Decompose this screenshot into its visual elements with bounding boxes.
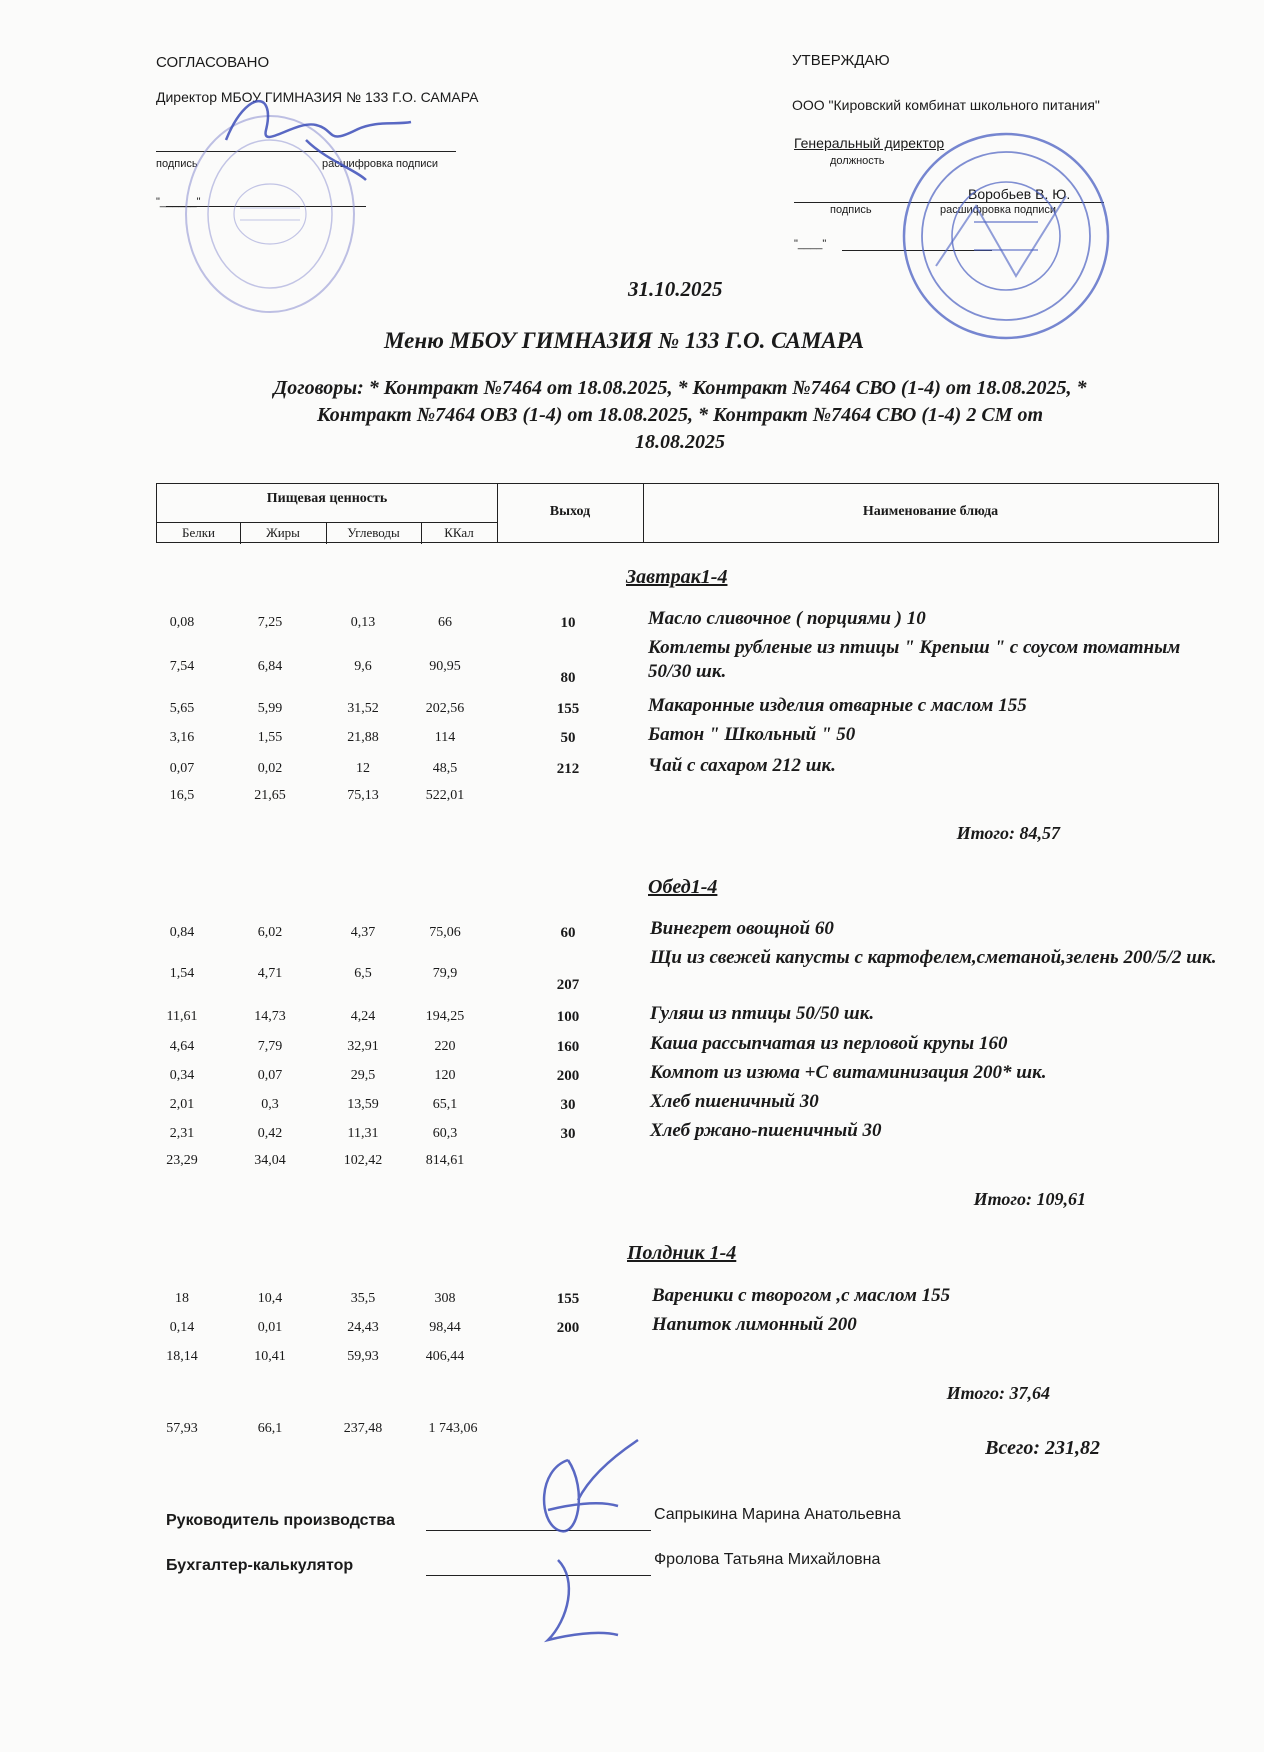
cell-carbs: 13,59 <box>347 1097 379 1112</box>
cell-carbs: 21,88 <box>347 730 379 745</box>
cell-carbs: 32,91 <box>347 1039 379 1054</box>
cell-protein: 16,5 <box>169 788 195 803</box>
grand-total: Всего: 231,82 <box>985 1437 1100 1459</box>
head-production-label: Руководитель производства <box>166 1512 395 1529</box>
cell-fat: 6,84 <box>257 659 283 674</box>
cell-protein: 3,16 <box>169 730 195 745</box>
cell-fat: 6,02 <box>257 925 283 940</box>
approver-name: Воробьев В. Ю. <box>968 186 1071 202</box>
company-stamp-icon <box>896 126 1116 346</box>
cell-protein: 0,34 <box>169 1068 195 1083</box>
cell-kcal: 114 <box>434 730 456 745</box>
cell-carbs: 4,24 <box>350 1009 376 1024</box>
cell-kcal: 522,01 <box>425 788 465 803</box>
cell-fat: 1,55 <box>257 730 283 745</box>
cell-dish: Каша рассыпчатая из перловой крупы 160 <box>650 1033 1008 1054</box>
cell-fat: 21,65 <box>254 788 286 803</box>
director-signature-icon <box>206 70 426 190</box>
cell-carbs: 29,5 <box>350 1068 376 1083</box>
header-fat: Жиры <box>266 525 300 540</box>
cell-output: 60 <box>560 925 576 941</box>
accountant-name: Фролова Татьяна Михайловна <box>654 1551 881 1568</box>
cell-output: 50 <box>560 730 576 746</box>
header-carbs: Углеводы <box>347 525 400 540</box>
cell-dish: Напиток лимонный 200 <box>652 1314 857 1335</box>
cell-output: 155 <box>556 701 580 717</box>
cell-protein: 18,14 <box>166 1349 198 1364</box>
cell-carbs: 237,48 <box>343 1421 383 1436</box>
contracts-line: Договоры: * Контракт №7464 от 18.08.2025, * Контракт №7464 СВО (1-4) от 18.08.2025, * <box>273 377 1087 399</box>
cell-dish: Хлеб ржано-пшеничный 30 <box>650 1120 882 1141</box>
cell-kcal: 66 <box>438 615 452 630</box>
cell-dish: Батон " Школьный " 50 <box>648 724 856 745</box>
cell-kcal: 65,1 <box>432 1097 458 1112</box>
cell-dish: Компот из изюма +С витаминизация 200* шк. <box>650 1062 1047 1083</box>
document-date: 31.10.2025 <box>628 277 723 301</box>
cell-carbs: 35,5 <box>350 1291 376 1306</box>
cell-fat: 7,25 <box>257 615 283 630</box>
cell-kcal: 220 <box>434 1039 456 1054</box>
cell-carbs: 6,5 <box>354 966 372 981</box>
cell-dish: Чай с сахаром 212 шк. <box>648 755 836 776</box>
header-dish-name: Наименование блюда <box>862 504 999 519</box>
cell-protein: 11,61 <box>166 1009 198 1024</box>
cell-protein: 2,31 <box>169 1126 195 1141</box>
cell-carbs: 12 <box>356 761 370 776</box>
header-nutrition: Пищевая ценность <box>266 491 388 506</box>
cell-protein: 0,07 <box>169 761 195 776</box>
caption-signature: подпись <box>156 158 198 170</box>
cell-protein: 4,64 <box>169 1039 195 1054</box>
cell-protein: 0,84 <box>169 925 195 940</box>
cell-dish: Хлеб пшеничный 30 <box>650 1091 819 1112</box>
date-placeholder: "______" <box>156 196 201 208</box>
handwritten-signature-icon <box>498 1430 678 1660</box>
cell-fat: 0,01 <box>257 1320 283 1335</box>
cell-output: 10 <box>560 615 576 631</box>
cell-fat: 0,3 <box>261 1097 279 1112</box>
cell-carbs: 24,43 <box>347 1320 379 1335</box>
cell-carbs: 102,42 <box>343 1153 383 1168</box>
cell-dish: Вареники с творогом ,с маслом 155 <box>652 1285 951 1306</box>
cell-fat: 10,4 <box>257 1291 283 1306</box>
cell-kcal: 406,44 <box>425 1349 465 1364</box>
cell-fat: 0,07 <box>257 1068 283 1083</box>
cell-output: 30 <box>560 1126 576 1142</box>
header-kcal: ККал <box>444 525 474 540</box>
section-total: Итого: 37,64 <box>946 1383 1050 1403</box>
header-protein: Белки <box>182 525 215 540</box>
section-title: Полдник 1-4 <box>627 1242 737 1264</box>
caption-signature: подпись <box>830 204 872 216</box>
date-placeholder: "____" <box>794 238 827 250</box>
cell-carbs: 4,37 <box>350 925 376 940</box>
cell-kcal: 98,44 <box>429 1320 461 1335</box>
cell-kcal: 1 743,06 <box>428 1421 478 1436</box>
cell-kcal: 90,95 <box>429 659 461 674</box>
header-output: Выход <box>549 504 591 519</box>
cell-fat: 66,1 <box>257 1421 283 1436</box>
section-title: Обед1-4 <box>648 876 718 898</box>
cell-carbs: 9,6 <box>354 659 372 674</box>
cell-kcal: 194,25 <box>425 1009 465 1024</box>
cell-protein: 7,54 <box>169 659 195 674</box>
section-total: Итого: 109,61 <box>973 1189 1086 1209</box>
section-title: Завтрак1-4 <box>626 566 728 588</box>
approval-right-org: ООО "Кировский комбинат школьного питания" <box>792 97 1100 113</box>
approval-right-position: Генеральный директор <box>794 135 945 151</box>
cell-dish: Гуляш из птицы 50/50 шк. <box>650 1003 875 1024</box>
cell-kcal: 814,61 <box>425 1153 465 1168</box>
cell-output: 80 <box>560 670 576 686</box>
cell-fat: 34,04 <box>254 1153 286 1168</box>
cell-output: 160 <box>556 1039 580 1055</box>
cell-carbs: 0,13 <box>350 615 376 630</box>
cell-protein: 5,65 <box>169 701 195 716</box>
cell-kcal: 202,56 <box>425 701 465 716</box>
cell-output: 212 <box>556 761 580 777</box>
cell-output: 200 <box>556 1068 580 1084</box>
approval-left-heading: СОГЛАСОВАНО <box>156 54 270 71</box>
caption-decode: расшифровка подписи <box>322 158 439 170</box>
caption-decode: расшифровка подписи <box>940 204 1057 216</box>
table-header <box>156 483 1219 543</box>
caption-position: должность <box>830 155 885 167</box>
cell-carbs: 75,13 <box>347 788 379 803</box>
contracts-line: 18.08.2025 <box>635 431 725 453</box>
cell-output: 100 <box>556 1009 580 1025</box>
cell-output: 207 <box>556 977 580 993</box>
cell-dish: Масло сливочное ( порциями ) 10 <box>648 608 926 629</box>
cell-kcal: 48,5 <box>432 761 458 776</box>
cell-protein: 2,01 <box>169 1097 195 1112</box>
approval-left-position: Директор МБОУ ГИМНАЗИЯ № 133 Г.О. САМАРА <box>156 89 479 105</box>
cell-fat: 0,02 <box>257 761 283 776</box>
cell-kcal: 308 <box>434 1291 456 1306</box>
cell-protein: 57,93 <box>166 1421 198 1436</box>
cell-kcal: 60,3 <box>432 1126 458 1141</box>
contracts-line: Контракт №7464 ОВЗ (1-4) от 18.08.2025, * Контракт №7464 СВО (1-4) 2 СМ от <box>316 404 1044 426</box>
cell-dish: Макаронные изделия отварные с маслом 155 <box>648 695 1027 716</box>
cell-protein: 0,14 <box>169 1320 195 1335</box>
cell-carbs: 11,31 <box>347 1126 379 1141</box>
cell-dish: Котлеты рубленые из птицы " Крепыш " с соусом томатным 50/30 шк. <box>648 637 1181 682</box>
cell-output: 30 <box>560 1097 576 1113</box>
head-production-name: Сапрыкина Марина Анатольевна <box>654 1506 901 1523</box>
cell-protein: 18 <box>175 1291 189 1306</box>
cell-fat: 0,42 <box>257 1126 283 1141</box>
contracts <box>100 375 1260 456</box>
cell-output: 200 <box>556 1320 580 1336</box>
page-title: Меню МБОУ ГИМНАЗИЯ № 133 Г.О. САМАРА <box>384 328 865 353</box>
cell-fat: 4,71 <box>257 966 283 981</box>
cell-dish: Винегрет овощной 60 <box>650 918 834 939</box>
cell-protein: 1,54 <box>169 966 195 981</box>
cell-dish: Щи из свежей капусты с картофелем,сметаной,зелень 200/5/2 шк. <box>650 947 1217 968</box>
cell-protein: 23,29 <box>166 1153 198 1168</box>
section-total: Итого: 84,57 <box>956 823 1060 843</box>
cell-fat: 10,41 <box>254 1349 286 1364</box>
cell-carbs: 59,93 <box>347 1349 379 1364</box>
cell-fat: 7,79 <box>257 1039 283 1054</box>
cell-kcal: 75,06 <box>429 925 461 940</box>
cell-protein: 0,08 <box>169 615 195 630</box>
cell-fat: 5,99 <box>257 701 283 716</box>
accountant-label: Бухгалтер-калькулятор <box>166 1557 354 1574</box>
cell-carbs: 31,52 <box>347 701 379 716</box>
cell-fat: 14,73 <box>254 1009 286 1024</box>
cell-kcal: 120 <box>434 1068 456 1083</box>
approval-right-heading: УТВЕРЖДАЮ <box>792 52 890 69</box>
cell-output: 155 <box>556 1291 580 1307</box>
cell-kcal: 79,9 <box>432 966 458 981</box>
